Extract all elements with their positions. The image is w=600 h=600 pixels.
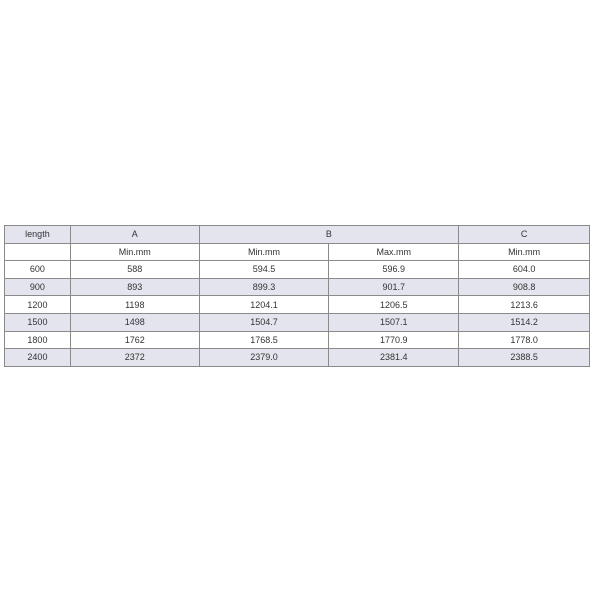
header-row-units	[5, 243, 590, 261]
cell-a-min: 1498	[70, 313, 199, 331]
cell-b-max: 1206.5	[329, 296, 459, 314]
cell-b-max: 1770.9	[329, 331, 459, 349]
cell-a-min: 2372	[70, 349, 199, 367]
header-length: length	[5, 226, 71, 244]
table-row	[5, 349, 590, 367]
cell-a-min: 1762	[70, 331, 199, 349]
cell-b-min: 1204.1	[199, 296, 329, 314]
cell-b-min: 899.3	[199, 278, 329, 296]
header-row-groups	[5, 226, 590, 244]
cell-b-min: 1504.7	[199, 313, 329, 331]
header-group-b: B	[199, 226, 459, 244]
table-row	[5, 313, 590, 331]
cell-b-min: 1768.5	[199, 331, 329, 349]
cell-a-min: 893	[70, 278, 199, 296]
header-b-max: Max.mm	[329, 243, 459, 261]
cell-b-max: 1507.1	[329, 313, 459, 331]
table-row	[5, 278, 590, 296]
header-length-blank	[5, 243, 71, 261]
table-row	[5, 261, 590, 279]
dimension-table	[4, 225, 590, 367]
cell-c-min: 908.8	[459, 278, 590, 296]
cell-c-min: 1514.2	[459, 313, 590, 331]
cell-length: 900	[5, 278, 71, 296]
table-row	[5, 331, 590, 349]
header-group-c: C	[459, 226, 590, 244]
cell-b-min: 594.5	[199, 261, 329, 279]
table-row	[5, 296, 590, 314]
cell-c-min: 604.0	[459, 261, 590, 279]
header-a-min: Min.mm	[70, 243, 199, 261]
cell-b-min: 2379.0	[199, 349, 329, 367]
header-c-min: Min.mm	[459, 243, 590, 261]
cell-length: 1200	[5, 296, 71, 314]
cell-length: 1500	[5, 313, 71, 331]
cell-c-min: 1778.0	[459, 331, 590, 349]
cell-c-min: 2388.5	[459, 349, 590, 367]
cell-length: 2400	[5, 349, 71, 367]
cell-b-max: 596.9	[329, 261, 459, 279]
cell-length: 600	[5, 261, 71, 279]
cell-a-min: 1198	[70, 296, 199, 314]
cell-length: 1800	[5, 331, 71, 349]
header-b-min: Min.mm	[199, 243, 329, 261]
cell-a-min: 588	[70, 261, 199, 279]
cell-b-max: 2381.4	[329, 349, 459, 367]
cell-c-min: 1213.6	[459, 296, 590, 314]
cell-b-max: 901.7	[329, 278, 459, 296]
header-group-a: A	[70, 226, 199, 244]
